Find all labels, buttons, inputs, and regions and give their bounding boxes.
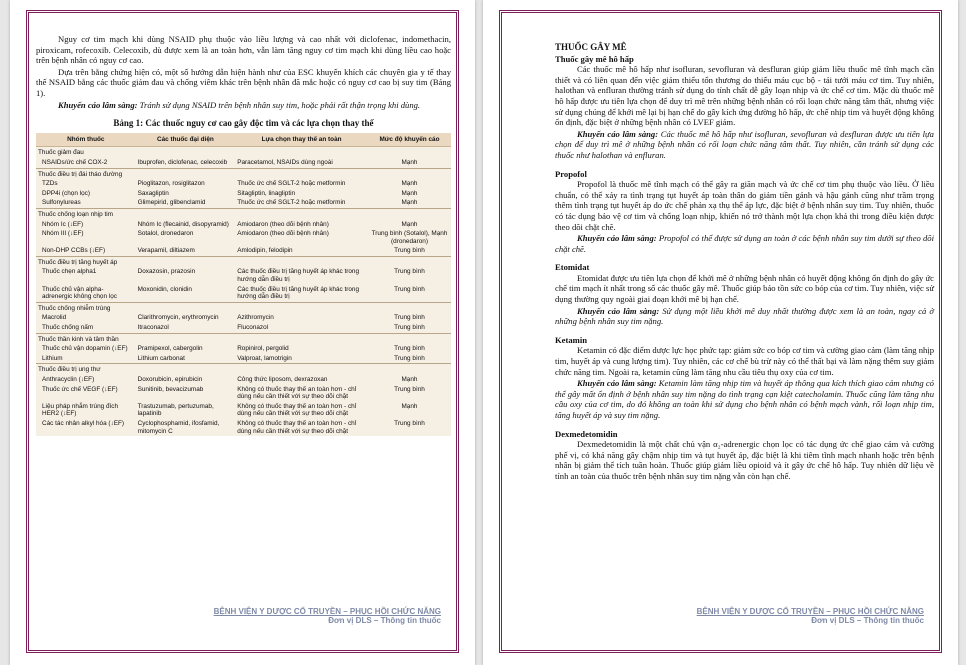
table-group-name: Thuốc thần kinh và tâm thần [36,333,451,344]
cell-recommendation: Trung bình [394,419,425,427]
cell-alternative: Amlodipin, felodipin [237,247,293,255]
table-group-row [36,256,451,267]
cell-representative: Sotalol, dronedaron [137,230,194,238]
cell-drug-group: Nhóm III (↓EF) [42,230,84,238]
page-content [36,34,451,436]
footer-hospital-name: BỆNH VIỆN Y DƯỢC CỔ TRUYỀN – PHỤC HỒI CHỨC NĂNG [213,607,441,616]
table-row [36,189,451,199]
subsection-heading: Thuốc gây mê hô hấp [555,53,634,64]
cell-recommendation: Mạnh [401,402,418,410]
table-row [36,246,451,256]
section-title: THUỐC GÂY MÊ [555,42,627,52]
cell-alternative: Valproat, lamotrigin [237,354,292,362]
cell-drug-group: Sulfonylureas [42,199,81,207]
table-row [36,402,451,419]
recommendation-text: Sử dụng một liều khởi mê duy nhất thường được xem là an toàn, ngay cả ở những bệnh nhân suy tim nặng. [555,305,934,327]
footer-unit-name: Đơn vị DLS – Thông tin thuốc [328,616,441,625]
cell-drug-group: Thuốc chủ vận alpha-adrenergic không chọn lọc [42,285,117,301]
col-header-drug-group: Nhóm thuốc [36,133,136,147]
cell-drug-group: Macrolid [42,314,67,322]
recommendation-text: Propofol có thể được sử dụng an toàn ở các bệnh nhân suy tim dưới sự theo dõi chặt chẽ. [555,233,934,254]
cell-representative: Trastuzumab, pertuzumab, lapatinib [137,402,214,418]
recommendation-label: Khuyến cáo lâm sàng: [577,378,657,389]
subsection-heading: Ketamin [555,334,587,345]
recommendation-text: Ketamin làm tăng nhịp tim và huyết áp thông qua kích thích giao cảm nhưng có thể gây mất ổn định ở bệnh nhân suy tim nặng do tình trạng cạn kiệt catecholamin. Thuốc cũng làm tăng nhu cầu oxy của cơ tim, do đó không an toàn khi sử dụng cho bệnh nhân có bệnh mạch vành, rối loạn nhịp tim, tăng huyết áp và suy tim nặng. [555,378,934,420]
cell-representative: Glimepirid, glibenclamid [137,199,206,207]
cell-alternative: Amiodaron (theo dõi bệnh nhân) [237,230,329,238]
cell-drug-group: Thuốc chủ vận dopamin (↓EF) [42,345,128,353]
cell-recommendation: Mạnh [401,220,418,228]
footer-unit-name: Đơn vị DLS – Thông tin thuốc [811,616,924,625]
cell-alternative: Ropinirol, pergolid [237,345,289,353]
cell-representative: Lithium carbonat [137,354,185,362]
table-group-name: Thuốc điều trị ung thư [36,364,451,375]
subsection-paragraph: Etomidat được ưu tiên lựa chọn để khởi mê ở những bệnh nhân có huyết động không ổn định do gây ức chế tim mạch ít nhất trong số các thuốc gây mê. Thuốc giúp bảo tồn sức co bóp của cơ tim. Tuy nhiên, việc sử dụng thường quy ngoài giai đoạn khởi mê bị hạn chế. [555,272,934,305]
subsection-heading: Propofol [555,168,587,179]
cell-representative: Sunitinib, bevacizumab [137,385,204,393]
subsection-heading: Etomidat [555,262,590,273]
table-group-name: Thuốc điều trị đái tháo đường [36,168,451,179]
cell-recommendation: Mạnh [401,180,418,188]
cell-representative: Verapamil, diltiazem [137,247,195,255]
cell-recommendation: Trung bình [394,385,425,393]
cell-alternative: Amiodaron (theo dõi bệnh nhân) [237,220,329,228]
col-header-recommendation: Mức độ khuyến cáo [368,133,451,147]
cell-representative: Pioglitazon, rosiglitazon [137,180,205,188]
subsection-paragraph: Propofol là thuốc mê tĩnh mạch có thể gây ra giãn mạch và ức chế cơ tim phụ thuộc vào liều. Ở liều chuẩn, có thể xảy ra tình trạng tụt huyết áp toàn thân do giảm tiền gánh và hậu gánh cũng như trầm trọng thêm tình trạng tụt huyết áp do ức chế phản xạ thụ thể áp lực, đặc biệt ở bệnh nhân suy tim. Tuy nhiên, thuốc có tác dụng bảo vệ cơ tim và chống loạn nhịp, khiến nó trở thành một lựa chọn khả thi trong điều kiện được theo dõi chặt chẽ. [555,179,934,232]
table-group-row [36,208,451,219]
cell-representative: Saxagliptin [137,189,169,197]
cell-drug-group: DPP4i (chọn lọc) [42,189,90,197]
cell-alternative: Không có thuốc thay thế an toàn hơn - chỉ dùng nếu cần thiết với sự theo dõi chặt [237,419,357,435]
cell-representative: Moxonidin, clonidin [137,285,192,293]
cell-recommendation: Mạnh [401,376,418,383]
drug-table [36,133,451,436]
cell-drug-group: Non-DHP CCBs (↓EF) [42,247,106,255]
table-title: Bảng 1: Các thuốc nguy cơ cao gây độc tim và các lựa chọn thay thế [113,118,374,129]
table-row [36,267,451,284]
cell-drug-group: Các tác nhân alkyl hóa (↓EF) [42,419,125,427]
cell-drug-group: Thuốc chống nấm [42,324,94,332]
table-group-row [36,147,451,158]
table-row [36,385,451,402]
cell-recommendation: Mạnh [401,189,418,197]
cell-alternative: Công thức liposom, dexrazoxan [237,376,328,383]
cell-drug-group: Anthracyclin (↓EF) [42,376,95,383]
table-group-name: Thuốc giảm đau [36,147,451,158]
subsection-paragraph: Dexmedetomidin là một chất chủ vận α₂-adrenergic chọn lọc có tác dụng ức chế giao cảm và cường phế vị, có khả năng gây chậm nhịp tim và tụt huyết áp, đặc biệt là khi tiêm tĩnh mạch nhanh hoặc trên bệnh nhân bị giảm thể tích tuần hoàn. Thuốc giúp giảm liều opioid và ít gây ức chế hô hấp. Tuy nhiên dữ liệu về tính an toàn của thuốc trên bệnh nhân suy tim nặng vẫn còn hạn chế. [555,439,934,481]
table-row [36,354,451,364]
recommendation-label: Khuyến cáo lâm sàng: [577,233,657,244]
table-row [36,198,451,208]
table-row [36,313,451,323]
cell-recommendation: Trung bình [394,314,425,322]
table-row [36,229,451,246]
table-group-name: Thuốc chống nhiễm trùng [36,302,451,313]
cell-alternative: Không có thuốc thay thế an toàn hơn - chỉ dùng nếu cần thiết với sự theo dõi chặt [237,385,357,401]
cell-representative: Doxazosin, prazosin [137,268,196,276]
recommendation-text: Các thuốc mê hô hấp như isofluran, sevofluran và desfluran được ưu tiên lựa chọn để duy trì mê ở những bệnh nhân có rối loạn chức năng tâm thất. Tuy nhiên, cần tránh sử dụng các thuốc như halothan và enfluran. [555,128,934,160]
cell-alternative: Sitagliptin, linagliptin [237,189,296,197]
table-group-row [36,168,451,179]
cell-drug-group: Lithium [42,354,63,362]
clinical-recommendation [36,100,451,111]
clinical-recommendation [555,233,934,254]
document-page-right [483,0,958,665]
cell-representative: Doxorubicin, epirubicin [137,376,203,383]
subsection-heading: Dexmedetomidin [555,428,618,439]
cell-drug-group: Thuốc chẹn alpha1 [42,268,97,276]
cell-drug-group: TZDs [42,180,58,188]
cell-drug-group: Thuốc ức chế VEGF (↓EF) [42,385,118,393]
cell-alternative: Azithromycin [237,314,274,322]
cell-alternative: Thuốc ức chế SGLT-2 hoặc metformin [237,180,346,188]
page-footer [214,607,441,625]
cell-recommendation: Mạnh [401,199,418,207]
cell-drug-group: NSAIDs/ức chế COX-2 [42,158,108,166]
table-group-row [36,333,451,344]
cell-representative: Itraconazol [137,324,169,332]
clinical-recommendation [555,306,934,327]
cell-recommendation: Trung bình (Sotalol), Mạnh (dronedaron) [371,230,448,245]
table-row [36,220,451,230]
recommendation-label: Khuyến cáo lâm sàng: [577,128,659,139]
recommendation-label: Khuyến cáo lâm sàng: [577,305,660,316]
subsection-paragraph: Ketamin có đặc điểm dược lực học phức tạp: giảm sức co bóp cơ tim và cường giao cảm (làm tăng nhịp tim, huyết áp và cung lượng tim). Tuy nhiên, các cơ chế bù trừ này có thể thất bại và làm nặng thêm suy giảm chức năng tim. Ngoài ra, ketamin cũng làm tăng nhu cầu tiêu thụ oxy của cơ tim. [555,345,934,377]
intro-paragraph-1: Nguy cơ tim mạch khi dùng NSAID phụ thuộc vào liều lượng và cao nhất với diclofenac, indomethacin, piroxicam, rofecoxib. Celecoxib, dù được xem là an toàn hơn, vẫn làm tăng nguy cơ tim mạch khi dùng liều cao hoặc trên bệnh nhân có nguy cơ cao. [36,34,451,66]
cell-alternative: Paracetamol, NSAIDs dùng ngoài [237,158,333,166]
footer-hospital-name: BỆNH VIỆN Y DƯỢC CỔ TRUYỀN – PHỤC HỒI CHỨC NĂNG [696,607,924,616]
table-row [36,344,451,354]
cell-recommendation: Mạnh [401,158,418,166]
cell-representative: Pramipexol, cabergolin [137,345,203,353]
table-row [36,419,451,436]
clinical-recommendation [555,129,934,161]
cell-recommendation: Trung bình [394,285,425,293]
table-row [36,323,451,333]
cell-recommendation: Trung bình [394,268,425,276]
col-header-alternative: Lựa chọn thay thế an toàn [235,133,368,147]
cell-drug-group: Nhóm Ic (↓EF) [42,220,84,228]
cell-alternative: Các thuốc điều trị tăng huyết áp khác trong hướng dẫn điều trị [237,268,360,284]
recommendation-text: Tránh sử dụng NSAID trên bệnh nhân suy tim, hoặc phải rất thận trọng khi dùng. [137,99,421,110]
cell-alternative: Thuốc ức chế SGLT-2 hoặc metformin [237,199,346,207]
cell-representative: Cyclophosphamid, ifosfamid, mitomycin C [137,419,220,435]
intro-paragraph-2: Dựa trên bằng chứng hiện có, một số hướng dẫn hiện hành như của ESC khuyến khích các chuyên gia y tế thay thế NSAID bằng các thuốc giảm đau và chống viêm khác trên bệnh nhân đã mắc hoặc có nguy cơ cao bị suy tim (Bảng 1). [36,66,451,98]
cell-representative: Clarithromycin, erythromycin [137,314,219,322]
table-group-name: Thuốc chống loạn nhịp tim [36,208,451,219]
cell-alternative: Fluconazol [237,324,269,332]
cell-recommendation: Trung bình [394,345,425,353]
table-row [36,158,451,168]
clinical-recommendation [555,378,934,420]
cell-recommendation: Trung bình [394,354,425,362]
subsection-paragraph: Các thuốc mê hô hấp như isofluran, sevofluran và desfluran giúp giảm liều thuốc mê tĩnh mạch cần thiết và có liên quan đến việc giảm thiểu tổn thương do thiếu máu cục bộ - tái tưới máu cơ tim. Tuy nhiên, halothan và enfluran thường tránh sử dụng do tính chất dễ gây loạn nhịp và ức chế cơ tim. Mặc dù thuốc mê hô hấp được ưu tiên lựa chọn để duy trì mê trên những bệnh nhân có rối loạn chức năng tâm thất, nhưng việc sử dụng chúng để khởi mê lại bị hạn chế do gây kích ứng đường hô hấp, ức chế nhịp tim và huyết động không ổn định, đặc biệt ở những bệnh nhân có LVEF giảm. [555,64,934,128]
table-row [36,285,451,303]
cell-representative: Nhóm Ic (flecainid, disopyramid) [137,220,229,228]
cell-alternative: Các thuốc điều trị tăng huyết áp khác trong hướng dẫn điều trị [237,285,360,301]
table-header-row [36,133,451,147]
cell-recommendation: Trung bình [394,247,425,255]
cell-representative: Ibuprofen, diclofenac, celecoxib [137,158,228,166]
page-content [555,42,934,483]
recommendation-label: Khuyến cáo lâm sàng: [58,99,138,110]
table-row [36,179,451,189]
table-row [36,375,451,385]
table-body [36,147,451,436]
cell-drug-group: Liệu pháp nhắm trúng đích HER2 (↓EF) [42,402,119,418]
page-footer [697,607,924,625]
col-header-representative: Các thuốc đại diện [136,133,236,147]
table-group-row [36,302,451,313]
cell-alternative: Không có thuốc thay thế an toàn hơn - chỉ dùng nếu cần thiết với sự theo dõi chặt [237,402,357,418]
cell-recommendation: Trung bình [394,324,425,332]
table-group-name: Thuốc điều trị tăng huyết áp [36,256,451,267]
document-page-left [10,0,475,665]
table-group-row [36,364,451,375]
